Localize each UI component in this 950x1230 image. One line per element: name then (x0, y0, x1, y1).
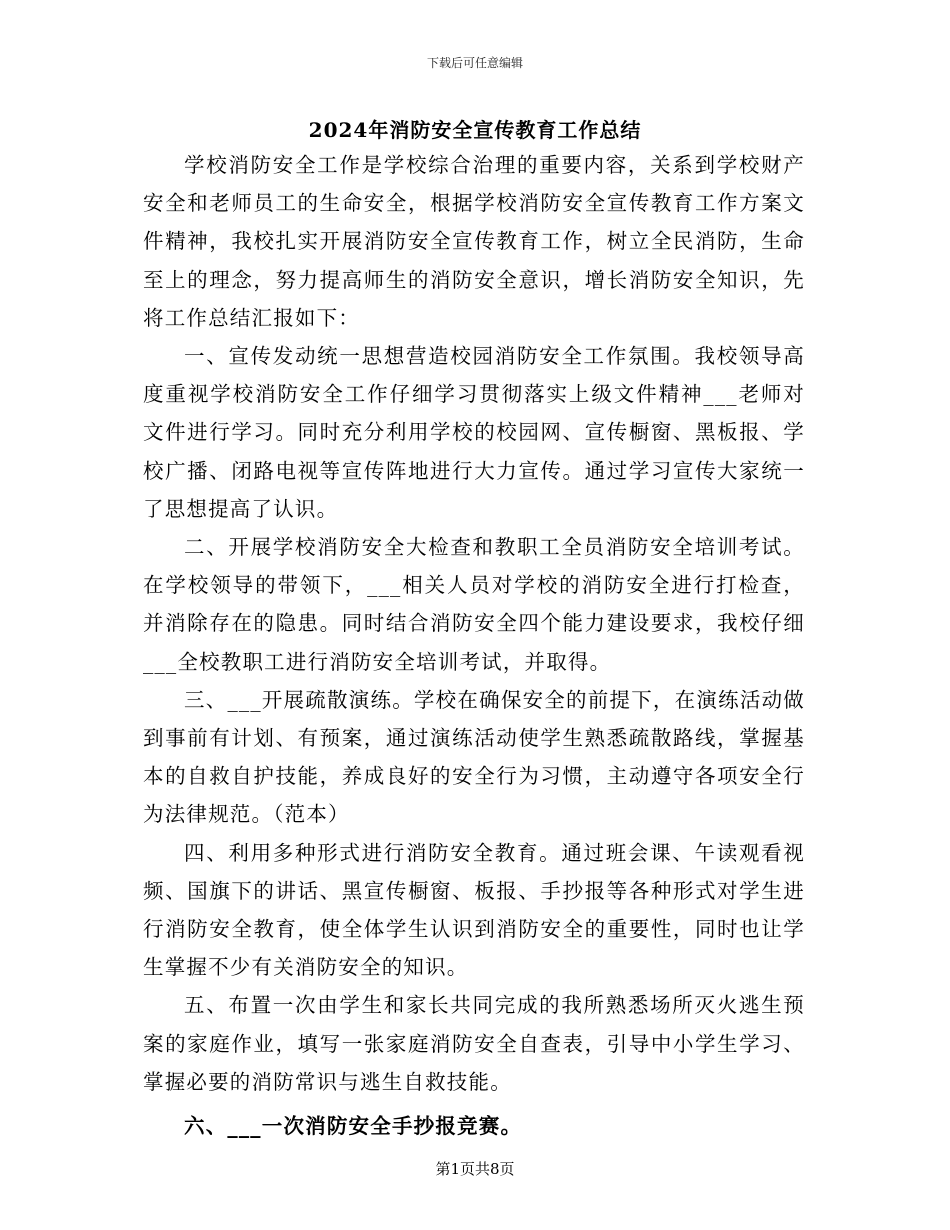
page-footer: 第1页共8页 (435, 1160, 515, 1178)
section-2-paragraph: 二、开展学校消防安全大检查和教职工全员消防安全培训考试。在学校领导的带领下，___相关人员对学校的消防安全进行打检查，并消除存在的隐患。同时结合消防安全四个能力建设要求，我校仔细___全校教职工进行消防安全培训考试，并取得。 (143, 535, 805, 674)
document-title: 2024年消防安全宣传教育工作总结 (308, 118, 642, 142)
document-body (143, 146, 805, 1145)
section-1-paragraph: 一、宣传发动统一思想营造校园消防安全工作氛围。我校领导高度重视学校消防安全工作仔细学习贯彻落实上级文件精神___老师对文件进行学习。同时充分利用学校的校园网、宣传橱窗、黑板报、学校广播、闭路电视等宣传阵地进行大力宣传。通过学习宣传大家统一了思想提高了认识。 (143, 344, 805, 521)
section-3-paragraph: 三、___开展疏散演练。学校在确保安全的前提下，在演练活动做到事前有计划、有预案，通过演练活动使学生熟悉疏散路线，掌握基本的自救自护技能，养成良好的安全行为习惯，主动遵守各项安全行为法律规范。（范本） (143, 687, 805, 827)
header-note: 下载后可任意编辑 (426, 56, 523, 70)
intro-paragraph: 学校消防安全工作是学校综合治理的重要内容，关系到学校财产安全和老师员工的生命安全，根据学校消防安全宣传教育工作方案文件精神，我校扎实开展消防安全宣传教育工作，树立全民消防，生命至上的理念，努力提高师生的消防安全意识，增长消防安全知识，先将工作总结汇报如下： (143, 153, 805, 330)
section-6-heading: 六、___一次消防安全手抄报竞赛。 (184, 1114, 523, 1139)
section-4-paragraph: 四、利用多种形式进行消防安全教育。通过班会课、午读观看视频、国旗下的讲话、黑宣传橱窗、板报、手抄报等各种形式对学生进行消防安全教育，使全体学生认识到消防安全的重要性，同时也让学生掌握不少有关消防安全的知识。 (143, 840, 805, 980)
section-5-paragraph: 五、布置一次由学生和家长共同完成的我所熟悉场所灭火逃生预案的家庭作业，填写一张家庭消防安全自查表，引导中小学生学习、掌握必要的消防常识与逃生自救技能。 (143, 993, 805, 1094)
